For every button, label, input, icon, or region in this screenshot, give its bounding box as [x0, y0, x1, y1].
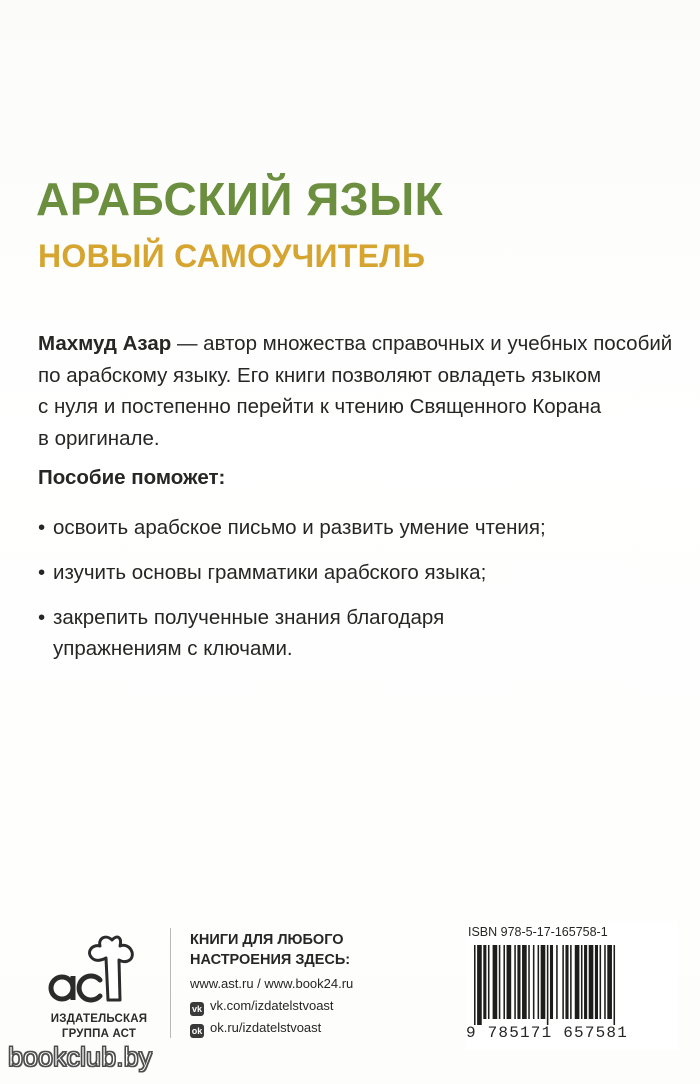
intro-line-4: в оригинале.	[38, 426, 160, 450]
book-title: АРАБСКИЙ ЯЗЫК	[36, 173, 444, 225]
intro-line-2: по арабскому языку. Его книги позволяют овладеть языком	[38, 363, 602, 387]
ok-icon: ok	[191, 1026, 203, 1036]
book-subtitle: НОВЫЙ САМОУЧИТЕЛЬ	[38, 238, 426, 274]
vk-link: vk.com/izdatelstvoast	[210, 998, 334, 1013]
website-links: www.ast.ru / www.book24.ru	[190, 976, 354, 991]
isbn-label: ISBN 978-5-17-165758-1	[468, 925, 608, 939]
list-item	[36, 557, 676, 588]
list-item	[36, 602, 676, 664]
vk-icon: vk	[191, 1004, 202, 1014]
bullet-text: закрепить полученные знания благодаря	[53, 606, 445, 629]
bullet-mark: •	[38, 561, 46, 584]
intro-line-1: — автор множества справочных и учебных пособий	[171, 332, 673, 355]
publisher-caption	[40, 1012, 158, 1042]
benefits-list	[36, 512, 676, 678]
bullet-mark: •	[38, 516, 46, 539]
promo-title	[190, 930, 350, 970]
bullet-text: изучить основы грамматики арабского языка;	[53, 561, 487, 584]
list-item	[36, 512, 676, 543]
bullet-text-continued: упражнениям с ключами.	[53, 637, 293, 660]
bullet-mark: •	[38, 606, 46, 629]
watermark: bookclub.by	[8, 1042, 153, 1072]
ok-link-row	[190, 1020, 321, 1038]
author-name: Махмуд Азар	[38, 332, 172, 355]
barcode-icon	[472, 945, 676, 1025]
bullet-text: освоить арабское письмо и развить умение чтения;	[53, 516, 546, 539]
barcode-digits: 9 785171 657581	[466, 1024, 629, 1042]
intro-line-3: с нуля и постепенно перейти к чтению Священного Корана	[38, 395, 602, 418]
author-description	[38, 328, 678, 454]
ok-link: ok.ru/izdatelstvoast	[210, 1020, 322, 1035]
footer-divider	[170, 928, 171, 1038]
benefits-heading: Пособие поможет:	[38, 466, 226, 489]
publisher-caption-line-2: ГРУППА АСТ	[61, 1028, 137, 1040]
vk-link-row	[190, 998, 334, 1016]
promo-title-line-2: НАСТРОЕНИЯ ЗДЕСЬ:	[190, 952, 351, 968]
promo-title-line-1: КНИГИ ДЛЯ ЛЮБОГО	[190, 932, 344, 948]
publisher-caption-line-1: ИЗДАТЕЛЬСКАЯ	[50, 1013, 148, 1025]
